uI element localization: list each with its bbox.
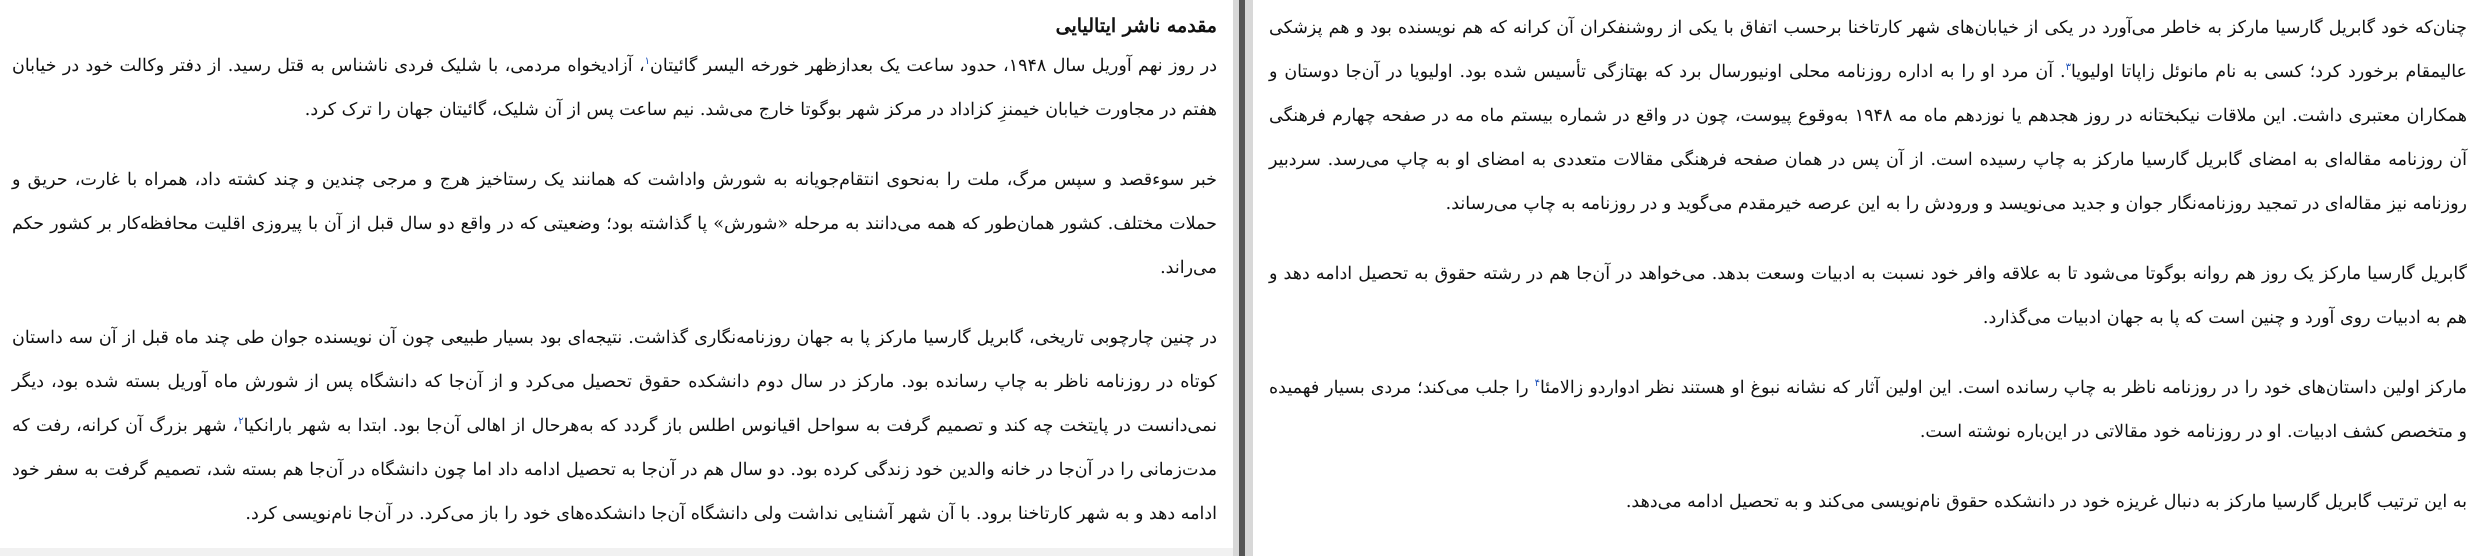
paragraph [1269, 480, 2467, 524]
right-page-text [1269, 0, 2467, 524]
paragraph [1269, 6, 2467, 226]
paragraph [12, 316, 1217, 536]
paragraph-text: ، آزادیخواه مردمی، با شلیک فردی ناشناس به قتل رسید. از دفتر وکالت خود در خیابان هفتم در مجاورت خیابان خیمنزِ کزاداد در مرکز شهر بوگوتا خارج می‌شد. نیم ساعت پس از آن شلیک، گائیتان جهان را ترک کرد. [12, 56, 1217, 120]
paragraph-text: خبر سوءقصد و سپس مرگ، ملت را به‌نحوی انتقام‌جویانه به شورش واداشت که همانند یک رستاخیز هرج و مرجی چندین و چند کشته داد، همراه با غارت، حریق و حملات مختلف. کشور همان‌طور که همه می‌دانند به مرحله «شورش» پا گذاشته بود؛ وضعیتی که در واقع دو سال قبل از آن با پیروزی اقلیت محافظه‌کار بر کشور حکم می‌راند. [12, 170, 1217, 278]
footnote-marker[interactable]: ۱ [644, 56, 651, 68]
paragraph-text: در چنین چارچوبی تاریخی، گابریل گارسیا مارکز پا به جهان روزنامه‌نگاری گذاشت. نتیجه‌ای بود بسیار طبیعی چون آن نویسنده جوان طی چند ماه قبل از آن سه داستان کوتاه در روزنامه ناظر به چاپ رسانده بود. مارکز در سال دوم دانشکده حقوق تحصیل می‌کرد و از آن‌جا که دانشگاه پس از شورش ماه آوریل بسته شده بود، دیگر نمی‌دانست در پایتخت چه کند و تصمیم گرفت به سواحل اقیانوس اطلس باز گردد که به‌هرحال از اهالی آن‌جا بود. ابتدا به شهر بارانکیا [12, 328, 1217, 436]
page-gutter [1233, 0, 1253, 556]
paragraph-text: به این ترتیب گابریل گارسیا مارکز به دنبال غریزه خود در دانشکده حقوق نام‌نویسی می‌کند و به تحصیل ادامه می‌دهد. [1625, 492, 2467, 512]
footnote-marker[interactable]: ۳ [2065, 62, 2071, 74]
footnote-marker[interactable]: ۲ [238, 416, 244, 428]
footnote-marker[interactable]: ۴ [1534, 378, 1540, 390]
paragraph [12, 158, 1217, 290]
paragraph-text: را جلب می‌کند؛ مردی بسیار فهمیده و متخصص کشف ادبیات. او در روزنامه خود مقالاتی در این‌باره نوشته است. [1269, 378, 2467, 442]
left-page-text [12, 0, 1217, 536]
paragraph-text: مارکز اولین داستان‌های خود را در روزنامه ناظر به چاپ رسانده است. این اولین آثار که نشانه نبوغ او هستند نظر ادواردو زالامئا [1539, 378, 2467, 398]
left-page [0, 0, 1233, 556]
paragraph [1269, 252, 2467, 340]
page-heading: مقدمه ناشر ایتالیایی [1055, 15, 1217, 37]
paragraph-text: . آن مرد او را به اداره روزنامه محلی اونیورسال برد که بهتازگی تأسیس شده بود. اولیویا در آن‌جا دوستان و همکاران معتبری داشت. این ملاقات نیکبختانه در روز هجدهم یا نوزدهم ماه مه ۱۹۴۸ به‌وقوع پیوست، چون در واقع در شماره بیستم ماه مه در صفحه چهارم فرهنگی آن روزنامه مقاله‌ای به امضای گابریل گارسیا مارکز به چاپ رسیده است. از آن پس در همان صفحه فرهنگی مقالات متعددی به امضای او به چاپ می‌رسد. سردبیر روزنامه نیز مقاله‌ای در تمجید روزنامه‌نگار جوان و جدید می‌نویسد و ورودش را به این عرصه خیرمقدم می‌گوید و در روزنامه به چاپ می‌رساند. [1269, 62, 2468, 214]
paragraph-text: چنان‌که خود گابریل گارسیا مارکز به خاطر می‌آورد در یکی از خیابان‌های شهر کارتاخنا برحسب اتفاق با یکی از روشنفکران آن کرانه که هم نویسنده بود و هم پزشکی عالیمقام برخورد کرد؛ کسی به نام مانوئل زاپاتا اولیویا [1269, 18, 2467, 82]
paragraph-text: ، شهر بزرگ آن کرانه، رفت که مدت‌زمانی را در آن‌جا در خانه والدین خود زندگی کرده بود. دو سال هم در آن‌جا به تحصیل ادامه داد اما چون دانشگاه در آن‌جا هم بسته شد، تصمیم گرفت به سفر خود ادامه دهد و به شهر کارتاخنا برود. با آن شهر آشنایی نداشت ولی دانشگاه آن‌جا دانشکده‌های خود را باز می‌کرد. در آن‌جا نام‌نویسی کرد. [12, 416, 1217, 524]
right-page [1253, 0, 2479, 556]
paragraph [1269, 366, 2467, 454]
paragraph-text: گابریل گارسیا مارکز یک روز هم روانه بوگوتا می‌شود تا به علاقه وافر خود نسبت به ادبیات وسعت بدهد. می‌خواهد در آن‌جا هم در رشته حقوق به تحصیل ادامه دهد و هم به ادبیات روی آورد و چنین است که پا به جهان ادبیات می‌گذارد. [1269, 264, 2467, 328]
page-bottom-edge [0, 548, 1233, 556]
paragraph [12, 44, 1217, 132]
paragraph-text: در روز نهم آوریل سال ۱۹۴۸، حدود ساعت یک بعدازظهر خورخه الیسر گائیتان [650, 56, 1217, 76]
